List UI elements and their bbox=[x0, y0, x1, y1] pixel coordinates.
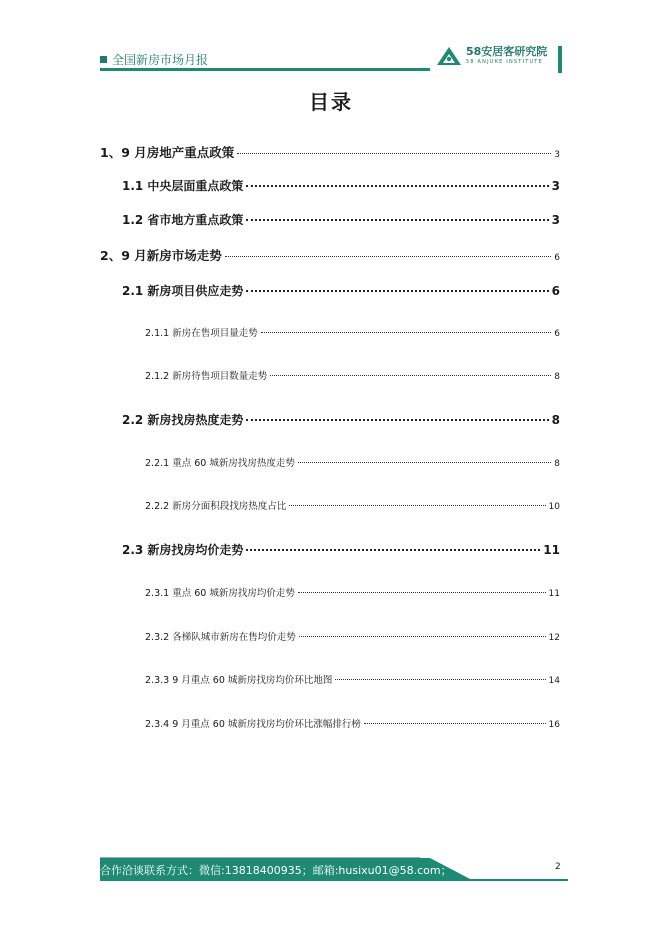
logo-chinese-text: 58安居客研究院 bbox=[466, 45, 548, 58]
toc-entry[interactable] bbox=[145, 716, 560, 730]
leader-dots bbox=[299, 636, 546, 637]
leader-dots bbox=[246, 185, 548, 187]
header-rule bbox=[100, 68, 430, 71]
toc-entry-label: 2.3.3 9 月重点 60 城新房找房均价环比地图 bbox=[145, 675, 333, 686]
report-title bbox=[100, 51, 208, 68]
toc-entry-page: 3 bbox=[551, 213, 560, 227]
toc-entry[interactable] bbox=[122, 541, 560, 558]
triangle-logo-icon bbox=[436, 46, 462, 66]
toc-entry-page: 10 bbox=[548, 502, 560, 512]
toc-entry-label: 1、9 月房地产重点政策 bbox=[100, 145, 235, 160]
toc-entry[interactable] bbox=[145, 585, 560, 599]
toc-entry-page: 6 bbox=[554, 253, 560, 263]
toc-entry-label: 2.3.1 重点 60 城新房找房均价走势 bbox=[145, 588, 295, 599]
institute-logo bbox=[436, 46, 547, 66]
leader-dots bbox=[237, 153, 551, 154]
toc-title: 目录 bbox=[309, 90, 353, 114]
logo-english-text: 58 ANJUKE INSTITUTE bbox=[466, 59, 543, 65]
toc-entry-page: 8 bbox=[551, 413, 560, 427]
footer-contact: 合作洽谈联系方式：微信:13818400935；邮箱:husixu01@58.com； bbox=[100, 864, 452, 877]
leader-dots bbox=[246, 419, 548, 421]
toc-entry-page: 16 bbox=[548, 720, 560, 730]
toc-entry-label: 2.3.4 9 月重点 60 城新房找房均价环比涨幅排行榜 bbox=[145, 719, 361, 730]
header-vertical-bar bbox=[558, 46, 562, 73]
toc-entry-page: 11 bbox=[548, 589, 560, 599]
page-number: 2 bbox=[555, 862, 561, 872]
page-header bbox=[100, 46, 570, 76]
toc-entry[interactable] bbox=[145, 498, 560, 512]
toc-entry[interactable] bbox=[145, 325, 560, 339]
leader-dots bbox=[270, 375, 551, 376]
toc-entry[interactable] bbox=[122, 211, 560, 228]
toc-entry-page: 6 bbox=[554, 329, 560, 339]
leader-dots bbox=[246, 290, 548, 292]
toc-entry-label: 2.2 新房找房热度走势 bbox=[122, 413, 244, 427]
toc-entry[interactable] bbox=[100, 143, 560, 161]
toc-entry-page: 12 bbox=[548, 633, 560, 643]
toc-entry-page: 11 bbox=[543, 543, 560, 557]
toc-entry-page: 14 bbox=[548, 676, 560, 686]
leader-dots bbox=[364, 723, 546, 724]
leader-dots bbox=[261, 332, 552, 333]
toc-entry-label: 1.1 中央层面重点政策 bbox=[122, 179, 244, 193]
toc-entry-page: 8 bbox=[554, 459, 560, 469]
leader-dots bbox=[298, 462, 551, 463]
leader-dots bbox=[298, 592, 546, 593]
leader-dots bbox=[289, 505, 545, 506]
square-bullet-icon bbox=[100, 56, 107, 63]
toc-entry-label: 2.2.2 新房分面积段找房热度占比 bbox=[145, 501, 287, 512]
toc-entry[interactable] bbox=[122, 411, 560, 428]
toc-entry[interactable] bbox=[122, 177, 560, 194]
toc-entry[interactable] bbox=[145, 455, 560, 469]
toc-entry-label: 2.3 新房找房均价走势 bbox=[122, 543, 244, 557]
toc-entry-label: 2.3.2 各梯队城市新房在售均价走势 bbox=[145, 632, 296, 643]
toc-entry-page: 8 bbox=[554, 372, 560, 382]
toc-entry-label: 1.2 省市地方重点政策 bbox=[122, 213, 244, 227]
toc-entry-page: 6 bbox=[551, 284, 560, 298]
toc-entry[interactable] bbox=[122, 282, 560, 299]
toc-entry-label: 2.1.2 新房待售项目数量走势 bbox=[145, 371, 268, 382]
toc-entry-label: 2.1 新房项目供应走势 bbox=[122, 284, 244, 298]
toc-entry[interactable] bbox=[145, 629, 560, 643]
toc-entry[interactable] bbox=[145, 672, 560, 686]
toc-entry-label: 2.1.1 新房在售项目量走势 bbox=[145, 328, 258, 339]
leader-dots bbox=[225, 256, 552, 257]
toc-entry-label: 2、9 月新房市场走势 bbox=[100, 248, 222, 263]
toc-entry-label: 2.2.1 重点 60 城新房找房热度走势 bbox=[145, 458, 295, 469]
toc-entry-page: 3 bbox=[551, 179, 560, 193]
leader-dots bbox=[246, 219, 548, 221]
toc-entry-page: 3 bbox=[554, 150, 560, 160]
toc-entry[interactable] bbox=[145, 368, 560, 382]
leader-dots bbox=[335, 679, 545, 680]
leader-dots bbox=[246, 549, 540, 551]
toc-entry[interactable] bbox=[100, 246, 560, 264]
report-title-text: 全国新房市场月报 bbox=[112, 53, 209, 67]
